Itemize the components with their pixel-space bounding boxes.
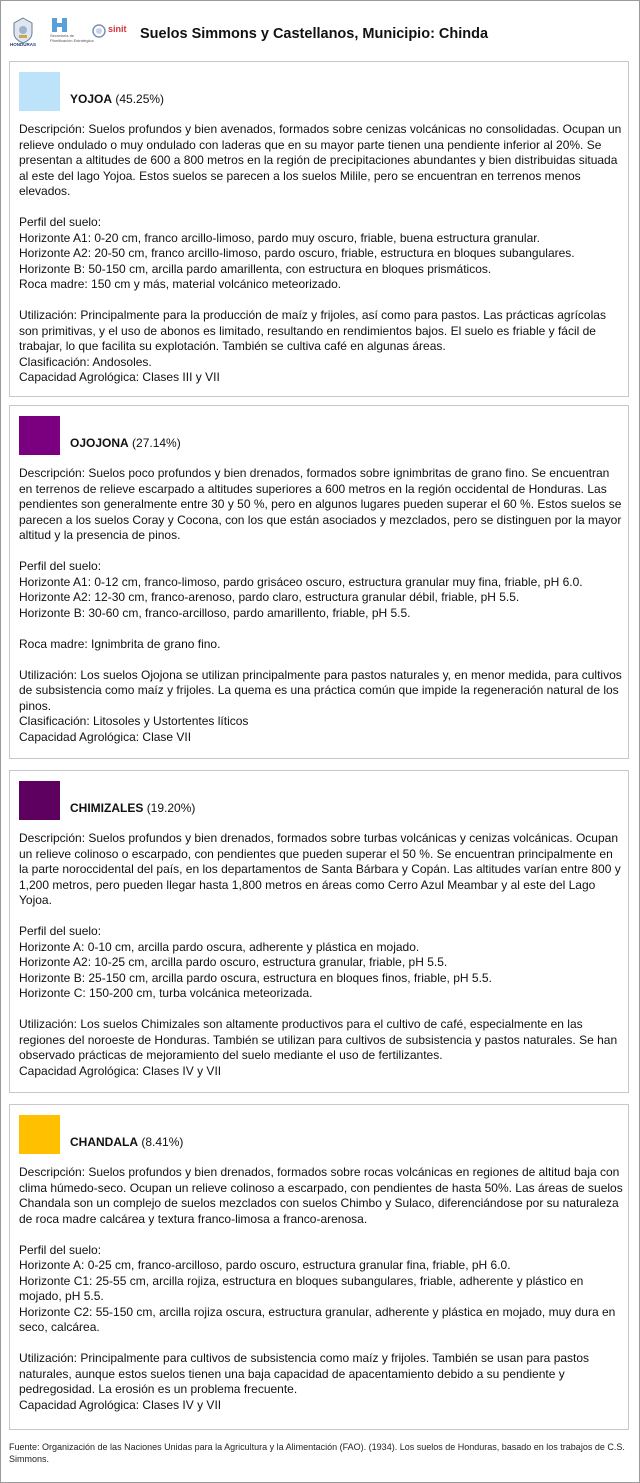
text-line: Clasificación: Andosoles. bbox=[19, 354, 152, 369]
soil-heading bbox=[70, 1135, 183, 1149]
text-line: Capacidad Agrológica: Clase VII bbox=[19, 729, 192, 744]
soil-percent: (45.25%) bbox=[115, 92, 165, 106]
text-line: Descripción: Suelos profundos y bien avenados, formados sobre cenizas volcánicas no consolidadas. Ocupan un relieve ondulado o muy ondulado con laderas que en su mayor parte tienen una pendiente inferior al 20%. Se presentan a altitudes de 600 a 800 metros en la región de precipitaciones abundantes y bien distribuidas situada al este del lago Yojoa. Estos suelos se parecen a los suelos Milile, pero se encuentran en terrenos menos elevados. bbox=[19, 122, 622, 198]
text-line: Horizonte B: 30-60 cm, franco-arcilloso, pardo amarillento, friable, pH 5.5. bbox=[19, 605, 411, 620]
text-line: Capacidad Agrológica: Clases III y VII bbox=[19, 370, 220, 384]
soil-heading bbox=[70, 801, 195, 815]
soil-color-swatch bbox=[19, 72, 60, 111]
honduras-logo-text: HONDURAS bbox=[9, 42, 36, 47]
text-line: Capacidad Agrológica: Clases IV y VII bbox=[19, 1063, 222, 1078]
soil-color-swatch bbox=[19, 416, 60, 455]
soil-card-chimizales bbox=[9, 770, 629, 1093]
soil-percent: (27.14%) bbox=[132, 436, 181, 450]
text-line: Descripción: Suelos profundos y bien drenados, formados sobre rocas volcánicas en regiones de altitud baja con clima húmedo-seco. Ocupan un relieve colinoso a escarpado, con pendientes de hasta 50%. Las áreas de suelos Chandala son un complejo de suelos mezclados con suelos Chimbo y Sulaco, diferenciándose por su naturaleza de roca madre calcárea y textura franco-limosa a franco-arenosa. bbox=[19, 1165, 623, 1226]
text-line: Horizonte A: 0-10 cm, arcilla pardo oscura, adherente y plástica en mojado. bbox=[19, 939, 420, 954]
soil-card-yojoa bbox=[9, 61, 629, 397]
text-line: Horizonte A2: 20-50 cm, franco arcillo-limoso, pardo oscuro, friable, estructura en bloques subangulares. bbox=[19, 246, 575, 260]
soil-name: OJOJONA bbox=[70, 436, 129, 450]
text-line: Perfil del suelo: bbox=[19, 924, 102, 938]
text-line: Perfil del suelo: bbox=[19, 215, 102, 229]
text-line: Horizonte C1: 25-55 cm, arcilla rojiza, estructura en bloques subangulares, friable, adherente y plástico en mojado, pH 5.5. bbox=[19, 1273, 584, 1303]
text-line: Utilización: Principalmente para cultivos de subsistencia como maíz y frijoles. También se usan para pastos naturales, aunque estos suelos tienen una baja capacidad de apacentamiento debido a su pendiente y pedregosidad. La erosión es un problema frecuente. bbox=[19, 1351, 590, 1396]
text-line: Horizonte A1: 0-20 cm, franco arcillo-limoso, pardo muy oscuro, friable, buena estructura granular. bbox=[19, 230, 540, 245]
text-line: Horizonte B: 50-150 cm, arcilla pardo amarillenta, con estructura en bloques prismáticos. bbox=[19, 261, 492, 276]
text-line: Horizonte A1: 0-12 cm, franco-limoso, pardo grisáceo oscuro, estructura granular muy fina, friable, pH 6.0. bbox=[19, 574, 583, 589]
text-line: Perfil del suelo: bbox=[19, 559, 102, 573]
soil-percent: (8.41%) bbox=[141, 1135, 184, 1149]
text-line: Roca madre: Ignimbrita de grano fino. bbox=[19, 636, 221, 651]
text-line: Horizonte A2: 12-30 cm, franco-arenoso, pardo claro, estructura granular débil, friable, pH 5.5. bbox=[19, 590, 520, 604]
sph-logo-text: Secretaría de Planificación Estratégica bbox=[50, 33, 94, 43]
soil-heading bbox=[70, 92, 164, 106]
soil-description bbox=[19, 122, 623, 386]
text-line: Clasificación: Litosoles y Ustortentes líticos bbox=[19, 714, 249, 728]
text-line: Horizonte C: 150-200 cm, turba volcánica meteorizada. bbox=[19, 986, 313, 1000]
soil-color-swatch bbox=[19, 781, 60, 820]
text-line: Utilización: Principalmente para la producción de maíz y frijoles, así como para pastos. Las prácticas agrícolas son primitivas, y el uso de abonos es limitado, resultando en rendimientos bajos. El suelo es friable y fácil de trabajar, lo que facilita su explotación. También se cultiva café en algunas áreas. bbox=[19, 308, 606, 353]
soil-description bbox=[19, 466, 623, 745]
soil-heading bbox=[70, 436, 181, 450]
sinit-logo-text: sinit bbox=[108, 24, 127, 34]
text-line: Horizonte C2: 55-150 cm, arcilla rojiza oscura, estructura granular, adherente y plástica en mojado, muy dura en seco, calcárea. bbox=[19, 1304, 616, 1334]
soil-card-ojojona bbox=[9, 405, 629, 759]
soil-color-swatch bbox=[19, 1115, 60, 1154]
header bbox=[0, 10, 640, 56]
source-footer: Fuente: Organización de las Naciones Unidas para la Agricultura y la Alimentación (FAO). (1934). Los suelos de Honduras, basado en los trabajos de C.S. Simmons. bbox=[9, 1442, 625, 1464]
sinit-logo-icon bbox=[92, 24, 106, 38]
text-line: Descripción: Suelos profundos y bien drenados, formados sobre turbas volcánicas y cenizas volcánicas. Ocupan un relieve colinoso o escarpado, con pendientes que pueden superar el 50 %. Se encuentran principalmente en la parte noroccidental del país, en los departamentos de Santa Bárbara y Copán. Las altitudes varían entre 800 y 1,200 metros, pero pueden llegar hasta 1,800 metros en áreas como Cerro Azul Meambar y al este del Lago Yojoa. bbox=[19, 831, 621, 907]
soil-name: CHIMIZALES bbox=[70, 801, 144, 815]
text-line: Descripción: Suelos poco profundos y bien drenados, formados sobre ignimbritas de grano fino. Se encuentran en terrenos de relieve escarpado a altitudes superiores a 600 metros en la región occidental de Honduras. Las pendientes son generalmente entre 30 y 50 %, pero en algunos lugares pueden superar el 60 %. Estos suelos se parecen a los suelos Coray y Cocona, con los que están asociados y mezclados, pero se distinguen por la mayor altitud y la presencia de pinos. bbox=[19, 466, 622, 542]
text-line: Horizonte A2: 10-25 cm, arcilla pardo oscuro, estructura granular, friable, pH 5.5. bbox=[19, 955, 448, 969]
text-line: Horizonte A: 0-25 cm, franco-arcilloso, pardo oscuro, estructura granular fina, friable, pH 6.0. bbox=[19, 1258, 511, 1272]
soil-name: YOJOA bbox=[70, 92, 113, 106]
text-line: Utilización: Los suelos Ojojona se utilizan principalmente para pastos naturales y, en menor medida, para cultivos de subsistencia como maíz y frijoles. La quema es una práctica común que impide la regeneración natural de los pinos. bbox=[19, 667, 622, 713]
text-line: Perfil del suelo: bbox=[19, 1242, 102, 1257]
soil-description bbox=[19, 831, 623, 1079]
text-line: Capacidad Agrológica: Clases IV y VII bbox=[19, 1397, 222, 1412]
soil-card-chandala bbox=[9, 1104, 629, 1430]
soil-percent: (19.20%) bbox=[146, 801, 196, 815]
text-line: Horizonte B: 25-150 cm, arcilla pardo oscura, estructura en bloques finos, friable, pH 5.5. bbox=[19, 970, 492, 985]
text-line: Utilización: Los suelos Chimizales son altamente productivos para el cultivo de café, especialmente en las regiones del noroeste de Honduras. También se utilizan para cultivos de subsistencia y pastos naturales. Se han observado prácticas de mejoramiento del suelo mediante el uso de fertilizantes. bbox=[19, 1017, 618, 1062]
soil-name: CHANDALA bbox=[70, 1135, 138, 1149]
page-title: Suelos Simmons y Castellanos, Municipio: Chinda bbox=[140, 26, 489, 42]
text-line: Roca madre: 150 cm y más, material volcánico meteorizado. bbox=[19, 277, 342, 291]
soil-description bbox=[19, 1165, 623, 1413]
